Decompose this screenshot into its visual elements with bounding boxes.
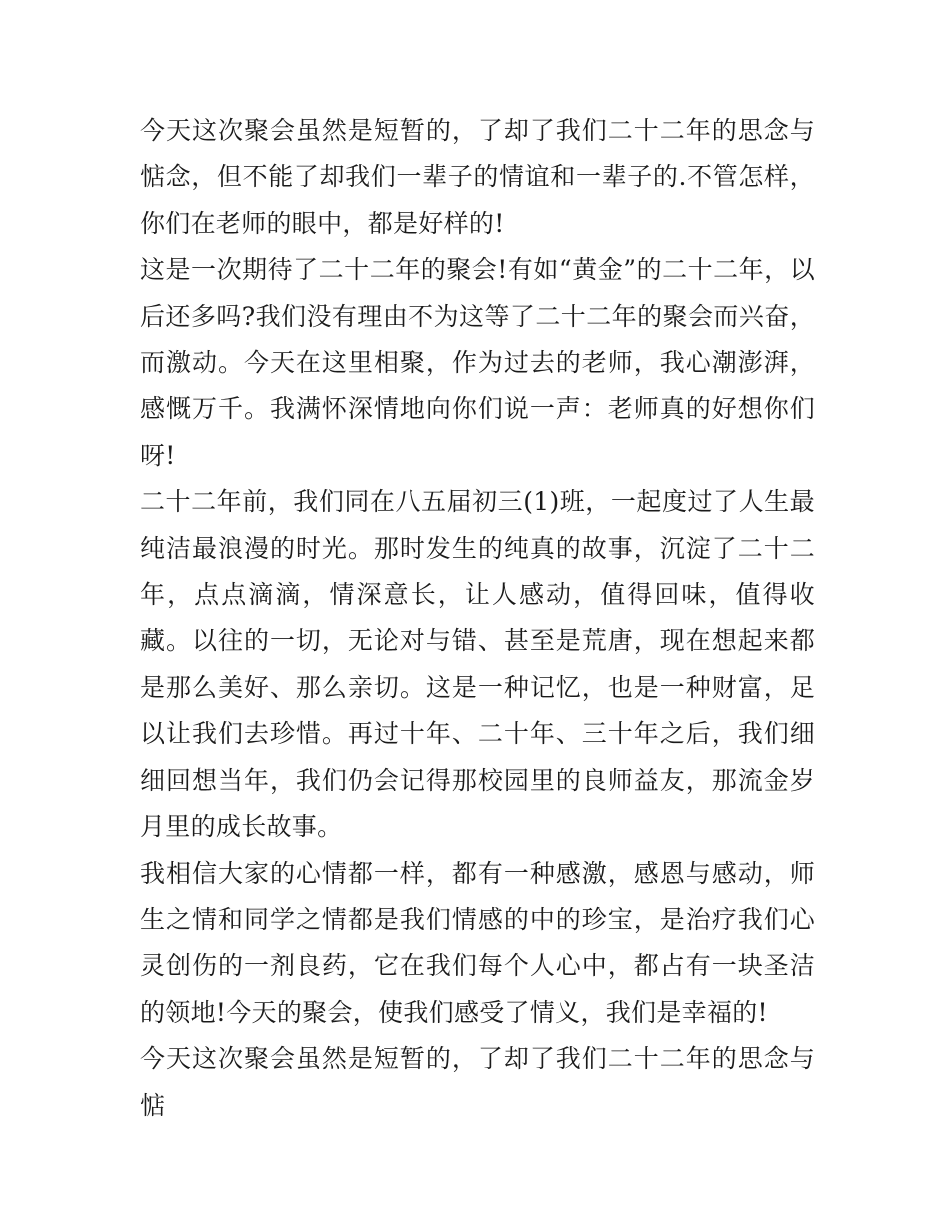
paragraph-2: 这是一次期待了二十二年的聚会!有如“黄金”的二十二年，以后还多吗?我们没有理由不为这等了二十二年的聚会而兴奋，而激动。今天在这里相聚，作为过去的老师，我心潮澎湃，感慨万千。我满怀深情地向你们说一声：老师真的好想你们呀! <box>140 255 815 470</box>
paragraph-3: 二十二年前，我们同在八五届初三(1)班，一起度过了人生最纯洁最浪漫的时光。那时发生的纯真的故事，沉淀了二十二年，点点滴滴，情深意长，让人感动，值得回味，值得收藏。以往的一切，无论对与错、甚至是荒唐，现在想起来都是那么美好、那么亲切。这是一种记忆，也是一种财富，足以让我们去珍惜。再过十年、二十年、三十年之后，我们细细回想当年，我们仍会记得那校园里的良师益友，那流金岁月里的成长故事。 <box>140 487 815 842</box>
document-body <box>140 108 815 1129</box>
paragraph-1: 今天这次聚会虽然是短暂的，了却了我们二十二年的思念与惦念，但不能了却我们一辈子的情谊和一辈子的.不管怎样，你们在老师的眼中，都是好样的! <box>140 116 815 238</box>
paragraph-4: 我相信大家的心情都一样，都有一种感激，感恩与感动，师生之情和同学之情都是我们情感的中的珍宝，是治疗我们心灵创伤的一剂良药，它在我们每个人心中，都占有一块圣洁的领地!今天的聚会，使我们感受了情义，我们是幸福的! <box>140 858 815 1027</box>
paragraph-5: 今天这次聚会虽然是短暂的，了却了我们二十二年的思念与惦 <box>140 1044 815 1120</box>
